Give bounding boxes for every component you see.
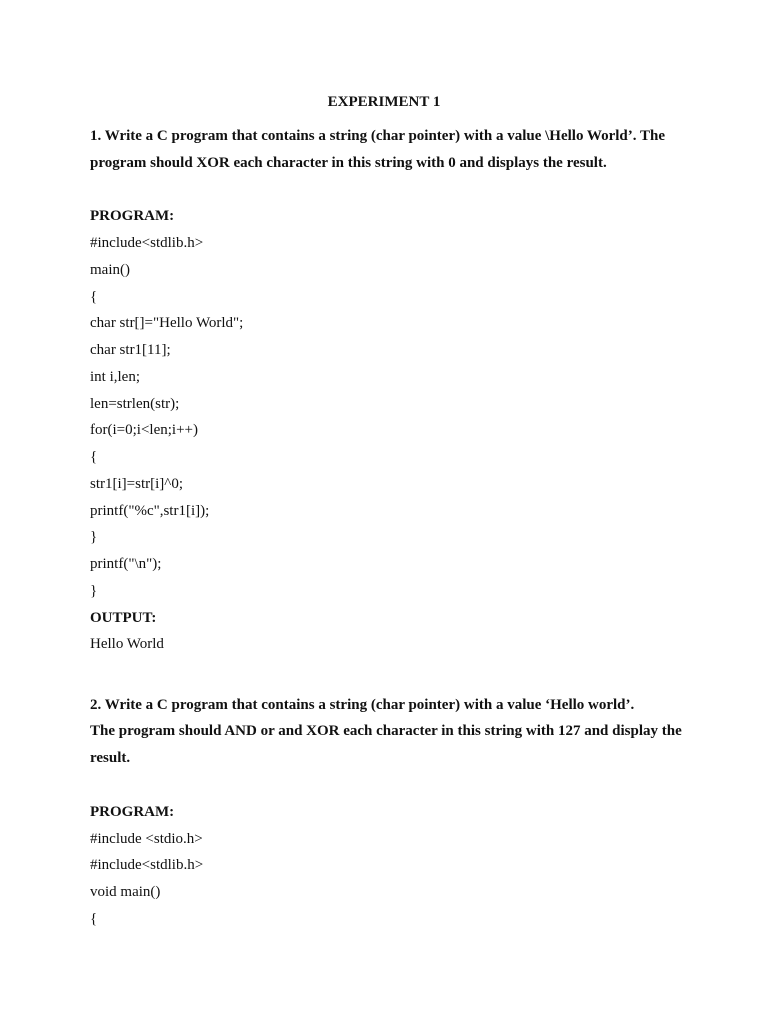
question-2-text-line-3: result.	[90, 750, 131, 766]
code-line: str1[i]=str[i]^0;	[90, 476, 183, 492]
code-line: }	[90, 529, 98, 545]
question-1-output-text: Hello World	[90, 636, 164, 652]
code-line: int i,len;	[90, 369, 140, 385]
code-line: main()	[90, 262, 130, 278]
page-title: EXPERIMENT 1	[327, 94, 441, 110]
question-2-program-heading: PROGRAM:	[90, 804, 175, 820]
code-line: {	[90, 449, 98, 465]
question-2-text-line-1: 2. Write a C program that contains a string (char pointer) with a value ‘Hello world’.	[90, 697, 635, 713]
code-line: {	[90, 911, 98, 927]
question-1-text-line-2: program should XOR each character in this string with 0 and displays the result.	[90, 155, 607, 171]
code-line: }	[90, 583, 98, 599]
question-1-program-heading: PROGRAM:	[90, 208, 175, 224]
code-line: printf("\n");	[90, 556, 162, 572]
code-line: {	[90, 289, 98, 305]
question-2-text-line-2: The program should AND or and XOR each character in this string with 127 and display the	[90, 723, 682, 739]
question-1-text-line-1: 1. Write a C program that contains a string (char pointer) with a value \Hello World’. The	[90, 128, 665, 144]
code-line: for(i=0;i<len;i++)	[90, 422, 198, 438]
code-line: char str[]="Hello World";	[90, 315, 244, 331]
code-line: printf("%c",str1[i]);	[90, 503, 210, 519]
code-line: #include <stdio.h>	[90, 831, 203, 847]
code-line: void main()	[90, 884, 161, 900]
code-line: #include<stdlib.h>	[90, 857, 204, 873]
question-1-output-heading: OUTPUT:	[90, 610, 157, 626]
code-line: len=strlen(str);	[90, 396, 180, 412]
code-line: char str1[11];	[90, 342, 171, 358]
code-line: #include<stdlib.h>	[90, 235, 204, 251]
